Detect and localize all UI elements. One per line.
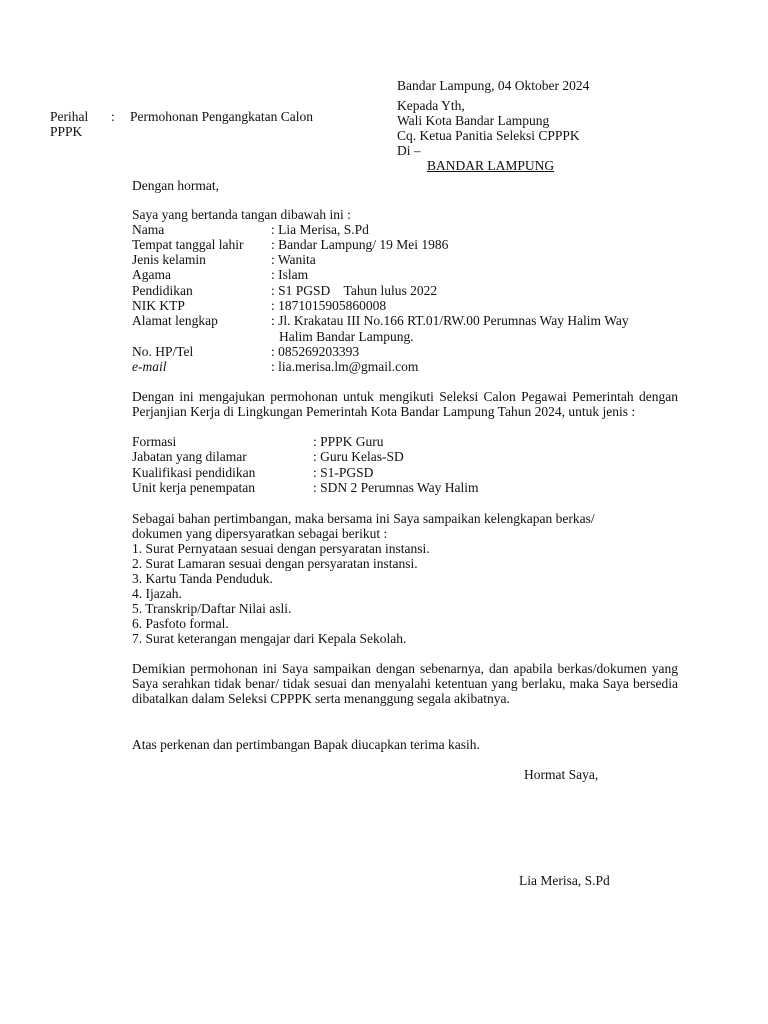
position-label-formation: Formasi <box>132 434 177 449</box>
identity-label-email: e-mail <box>132 359 167 374</box>
recipient-line-3: Cq. Ketua Panitia Seleksi CPPPK <box>397 128 580 143</box>
attachments-intro-2: dokumen yang dipersyaratkan sebagai berikut : <box>132 526 388 541</box>
identity-value-email: : lia.merisa.lm@gmail.com <box>271 359 419 374</box>
identity-value-name: : Lia Merisa, S.Pd <box>271 222 369 237</box>
position-value-job: : Guru Kelas-SD <box>313 449 404 464</box>
identity-label-gender: Jenis kelamin <box>132 252 206 267</box>
identity-value-birth: : Bandar Lampung/ 19 Mei 1986 <box>271 237 449 252</box>
greeting: Dengan hormat, <box>132 178 219 193</box>
position-label-qualification: Kualifikasi pendidikan <box>132 465 256 480</box>
subject-colon: : <box>111 109 115 124</box>
identity-label-education: Pendidikan <box>132 283 193 298</box>
position-value-unit: : SDN 2 Perumnas Way Halim <box>313 480 479 495</box>
attachment-item: 3. Kartu Tanda Penduduk. <box>132 571 273 586</box>
position-value-formation: : PPPK Guru <box>313 434 384 449</box>
identity-label-name: Nama <box>132 222 165 237</box>
recipient-line-4: Di – <box>397 143 421 158</box>
attachments-intro-1: Sebagai bahan pertimbangan, maka bersama ini Saya sampaikan kelengkapan berkas/ <box>132 511 595 526</box>
request-paragraph: Dengan ini mengajukan permohonan untuk mengikuti Seleksi Calon Pegawai Pemerintah dengan Perjanjian Kerja di Lingkungan Pemerintah Kota Bandar Lampung Tahun 2024, untuk jenis : <box>132 389 678 419</box>
attachment-item: 4. Ijazah. <box>132 586 182 601</box>
place-date: Bandar Lampung, 04 Oktober 2024 <box>397 78 590 93</box>
position-value-qualification: : S1-PGSD <box>313 465 374 480</box>
identity-value-address-cont: Halim Bandar Lampung. <box>279 329 414 344</box>
identity-label-nik: NIK KTP <box>132 298 185 313</box>
intro-line: Saya yang bertanda tangan dibawah ini : <box>132 207 351 222</box>
attachment-item: 2. Surat Lamaran sesuai dengan persyaratan instansi. <box>132 556 418 571</box>
identity-value-phone: : 085269203393 <box>271 344 360 359</box>
identity-value-religion: : Islam <box>271 267 309 282</box>
attachment-item: 7. Surat keterangan mengajar dari Kepala Sekolah. <box>132 631 407 646</box>
identity-value-gender: : Wanita <box>271 252 316 267</box>
identity-value-nik: : 1871015905860008 <box>271 298 387 313</box>
subject-value: Permohonan Pengangkatan Calon <box>130 109 313 124</box>
identity-label-birth: Tempat tanggal lahir <box>132 237 244 252</box>
position-label-unit: Unit kerja penempatan <box>132 480 255 495</box>
identity-label-religion: Agama <box>132 267 171 282</box>
subject-continuation: PPPK <box>50 124 83 139</box>
identity-value-address: : Jl. Krakatau III No.166 RT.01/RW.00 Perumnas Way Halim Way <box>271 313 629 328</box>
recipient-line-1: Kepada Yth, <box>397 98 465 113</box>
identity-label-phone: No. HP/Tel <box>132 344 194 359</box>
closing-thanks: Atas perkenan dan pertimbangan Bapak diucapkan terima kasih. <box>132 737 480 752</box>
position-label-job: Jabatan yang dilamar <box>132 449 247 464</box>
statement-paragraph: Demikian permohonan ini Saya sampaikan dengan sebenarnya, dan apabila berkas/dokumen yang Saya serahkan tidak benar/ tidak sesuai dan menyalahi ketentuan yang berlaku, maka Saya bersedia dibatalkan dalam Seleksi CPPPK serta menanggung segala akibatnya. <box>132 661 678 706</box>
attachment-item: 1. Surat Pernyataan sesuai dengan persyaratan instansi. <box>132 541 430 556</box>
attachment-item: 5. Transkrip/Daftar Nilai asli. <box>132 601 292 616</box>
subject-label: Perihal <box>50 109 89 124</box>
attachment-item: 6. Pasfoto formal. <box>132 616 229 631</box>
signature-name: Lia Merisa, S.Pd <box>519 873 610 888</box>
signature-salutation: Hormat Saya, <box>524 767 599 782</box>
recipient-line-2: Wali Kota Bandar Lampung <box>397 113 550 128</box>
identity-value-education: : S1 PGSD Tahun lulus 2022 <box>271 283 438 298</box>
recipient-city: BANDAR LAMPUNG <box>427 158 555 173</box>
identity-label-address: Alamat lengkap <box>132 313 218 328</box>
